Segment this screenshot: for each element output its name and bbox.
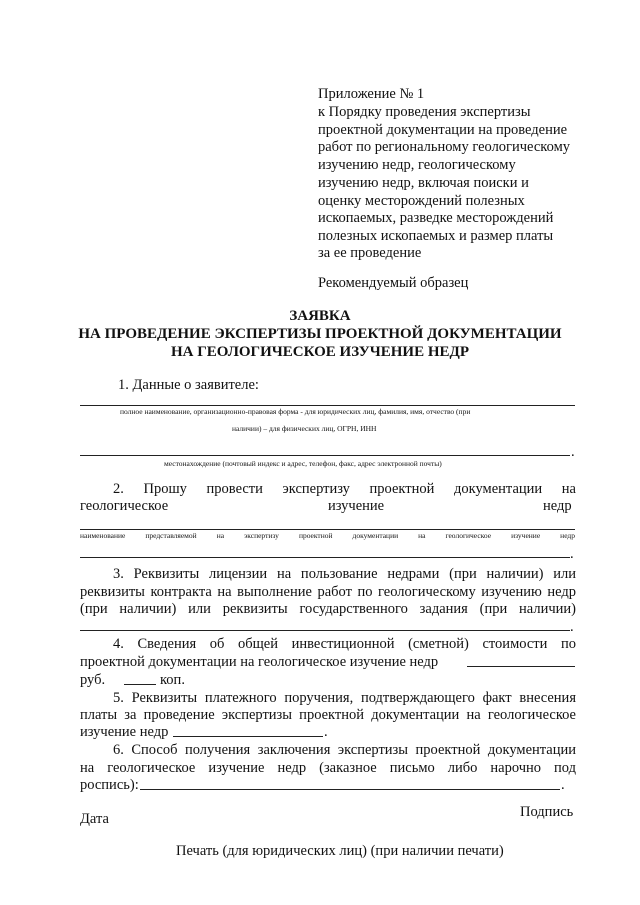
period-mark: . [561, 777, 565, 793]
applicant-address-line[interactable] [80, 455, 570, 456]
section1-title: 1. Данные о заявителе: [118, 377, 259, 393]
period-mark: . [570, 546, 574, 562]
period-mark: . [570, 619, 574, 635]
appendix-line: изучению недр, геологическому [318, 157, 516, 173]
kop-label: коп. [160, 672, 185, 688]
section2-word-geological: геологическое [80, 498, 169, 514]
section5-line2: платы за проведение экспертизы проектной документации на геологическое [80, 707, 576, 723]
date-label: Дата [80, 811, 109, 827]
period-mark: . [571, 444, 575, 460]
applicant-name-caption-2: наличии) – для физических лиц, ОГРН, ИНН [232, 424, 377, 433]
appendix-line: оценку месторождений полезных [318, 193, 525, 209]
section3-line3: (при наличии) или реквизиты государственного задания (при наличии) [80, 601, 576, 617]
section6-line1: 6. Способ получения заключения экспертизы проектной документации [113, 742, 576, 758]
document-subtitle: НА ПРОВЕДЕНИЕ ЭКСПЕРТИЗЫ ПРОЕКТНОЙ ДОКУМЕНТАЦИИ [78, 326, 562, 342]
applicant-name-line[interactable] [80, 405, 575, 406]
section4-line1: 4. Сведения об общей инвестиционной (сметной) стоимости по [113, 636, 576, 652]
section2-line1: 2. Прошу провести экспертизу проектной документации на [113, 481, 576, 497]
recommended-sample: Рекомендуемый образец [318, 275, 469, 291]
project-name-caption: наименование представляемой на экспертизу проектной документации на геологическое изучение недр [80, 531, 575, 540]
signature-label: Подпись [520, 804, 574, 820]
payment-details-line[interactable] [173, 736, 323, 737]
seal-label: Печать (для юридических лиц) (при наличии печати) [176, 843, 504, 859]
section3-line2: реквизиты контракта на выполнение работ по геологическому изучению недр [80, 584, 576, 600]
document-subtitle-2: НА ГЕОЛОГИЧЕСКОЕ ИЗУЧЕНИЕ НЕДР [170, 344, 470, 360]
applicant-address-caption: местонахождение (почтовый индекс и адрес, телефон, факс, адрес электронной почты) [164, 459, 442, 468]
section4-line2: проектной документации на геологическое изучение недр [80, 654, 439, 670]
kopeck-amount-line[interactable] [124, 684, 156, 685]
delivery-method-line[interactable] [140, 789, 560, 790]
cost-amount-line[interactable] [467, 666, 575, 667]
license-details-line[interactable] [80, 630, 570, 631]
appendix-title: Приложение № 1 [318, 86, 425, 102]
project-name-line[interactable] [80, 529, 575, 530]
project-name-line-2[interactable] [80, 557, 570, 558]
applicant-name-caption: полное наименование, организационно-правовая форма - для юридических лиц, фамилия, имя, отчество (при [120, 407, 471, 416]
section5-line3: изучение недр [80, 724, 169, 740]
period-mark: . [324, 724, 328, 740]
rub-label: руб. [80, 672, 106, 688]
appendix-line: изучению недр, включая поиски и [318, 175, 529, 191]
appendix-line: за ее проведение [318, 245, 422, 261]
document-title: ЗАЯВКА [289, 308, 351, 324]
section3-line1: 3. Реквизиты лицензии на пользование недрами (при наличии) или [113, 566, 576, 582]
section6-line2: на геологическое изучение недр (заказное письмо либо нарочно под [80, 760, 576, 776]
appendix-line: полезных ископаемых и размер платы [318, 228, 554, 244]
appendix-line: проектной документации на проведение [318, 122, 568, 138]
section2-word-study: изучение [328, 498, 385, 514]
section5-line1: 5. Реквизиты платежного поручения, подтверждающего факт внесения [113, 690, 576, 706]
section6-line3: роспись): [80, 777, 139, 793]
appendix-line: к Порядку проведения экспертизы [318, 104, 531, 120]
section2-word-subsoil: недр [543, 498, 572, 514]
appendix-line: работ по региональному геологическому [318, 139, 570, 155]
appendix-line: ископаемых, разведке месторождений [318, 210, 554, 226]
